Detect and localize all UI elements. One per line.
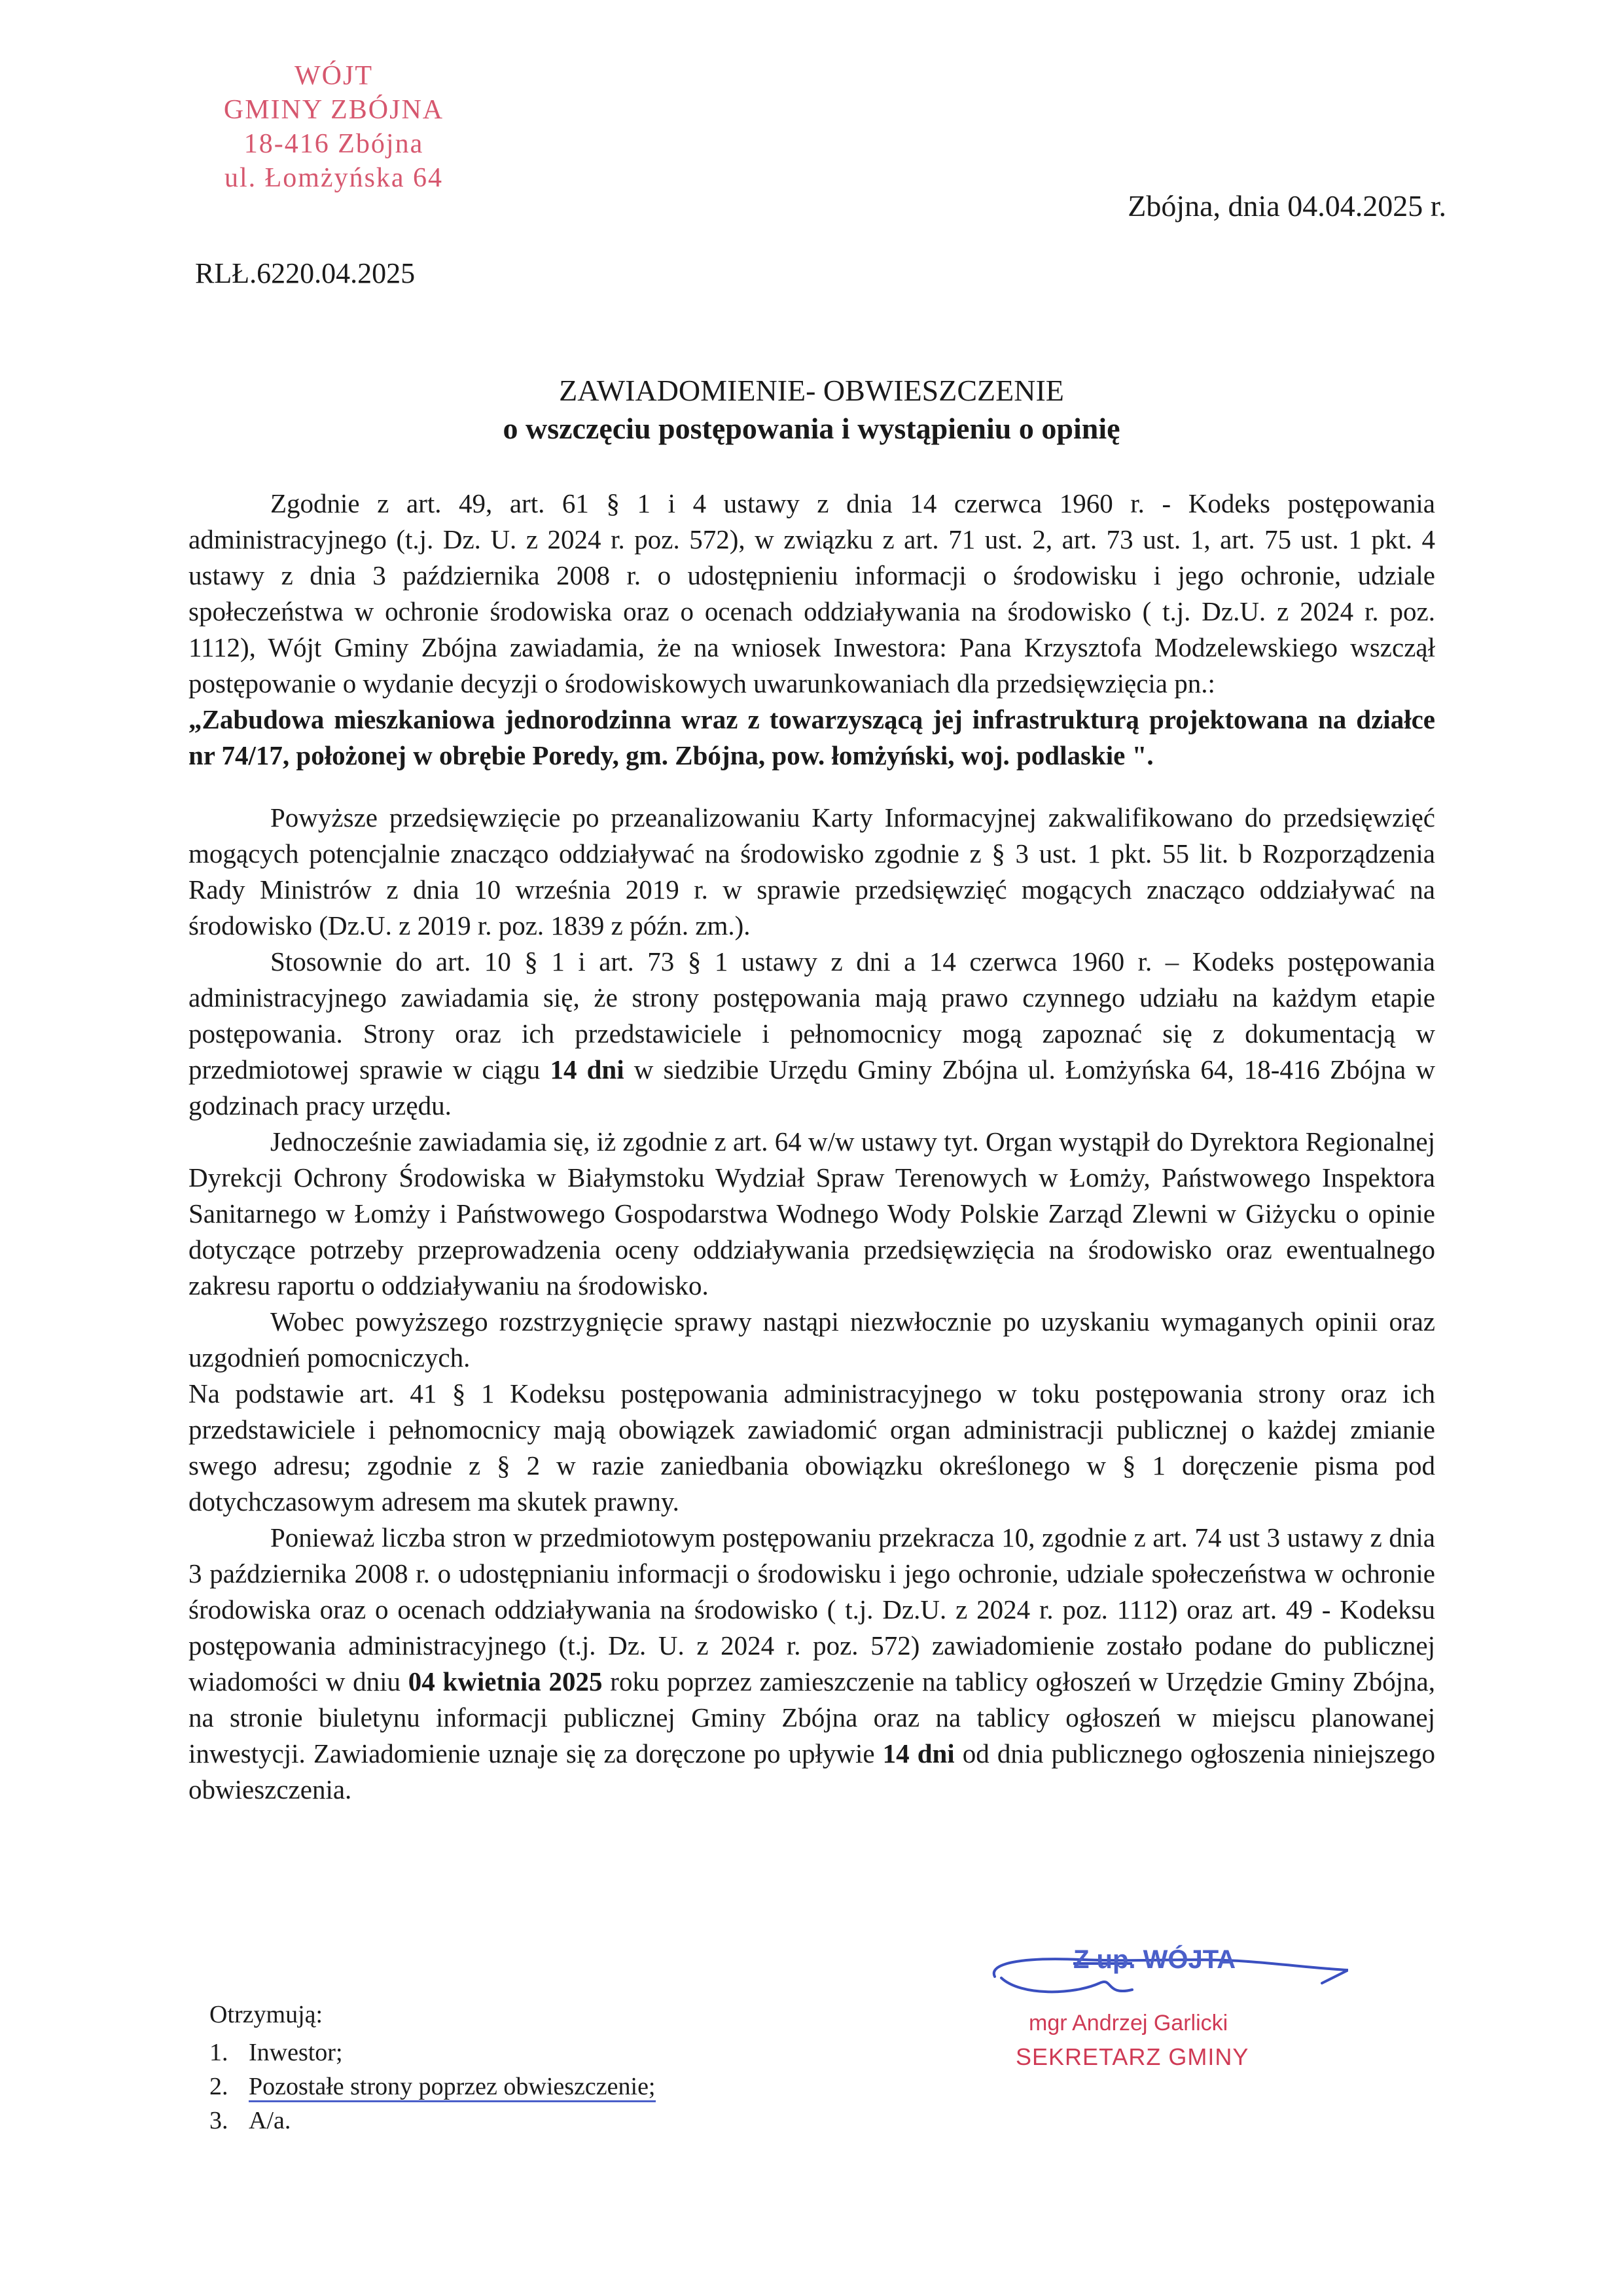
paragraph-7 [188,1520,1435,1808]
project-name-text: „Zabudowa mieszkaniowa jednorodzinna wraz z towarzyszącą jej infrastrukturą projektowana na działce nr 74/17, położonej w obrębie Poredy, gm. Zbójna, pow. łomżyński, woj. podlaskie ". [188,704,1435,770]
paragraph-7-text-b: roku poprzez zamieszczenie na tablicy ogłoszeń w Urzędzie Gminy Zbójna, na stronie biuletynu informacji publicznej Gminy Zbójna oraz na tablicy ogłoszeń w miejscu planowanej inwestycji. Zawiadomienie uznaje się za doręczone po upływie [188,1666,1435,1768]
paragraph-3-text-a: Stosownie do art. 10 § 1 i art. 73 § 1 ustawy z dni a 14 czerwca 1960 r. – Kodeks postępowania administracyjnego zawiadamia się, że strony postępowania mają prawo czynnego udziału na każdym etapie postępowania. Strony oraz ich przedstawiciele i pełnomocnicy mogą zapoznać się z dokumentacją w przedmiotowej sprawie w ciągu [188,946,1435,1085]
paragraph-2-text: Powyższe przedsięwzięcie po przeanalizowaniu Karty Informacyjnej zakwalifikowano do przedsięwzięć mogących potencjalnie znacząco oddziaływać na środowisko zgodnie z § 3 ust. 1 pkt. 55 lit. b Rozporządzenia Rady Ministrów z dnia 10 września 2019 r. w sprawie przedsięwzięć mogących znacząco oddziaływać na środowisko (Dz.U. z 2019 r. poz. 1839 z późn. zm.). [188,802,1435,941]
item-text: A/a. [249,2107,291,2134]
stamp-line-3: 18-416 Zbójna [243,129,424,159]
paragraph-1-text: Zgodnie z art. 49, art. 61 § 1 i 4 ustawy z dnia 14 czerwca 1960 r. - Kodeks postępowania administracyjnego (t.j. Dz. U. z 2024 r. poz. 572), w związku z art. 71 ust. 2, art. 73 ust. 1, art. 75 ust. 1 pkt. 4 ustawy z dnia 3 października 2008 r. o udostępnieniu informacji o środowisku i jego ochronie, udziale społeczeństwa w ochronie środowiska oraz o ocenach oddziaływania na środowisko ( t.j. Dz.U. z 2024 r. poz. 1112), Wójt Gminy Zbójna zawiadamia, że na wniosek Inwestora: Pana Krzysztofa Modzelewskiego wszczął postępowanie o wydanie decyzji o środowiskowych uwarunkowaniach dla przedsięwzięcia pn.: [188,488,1435,698]
item-number: 3. [209,2107,228,2134]
paragraph-4-text: Jednocześnie zawiadamia się, iż zgodnie z art. 64 w/w ustawy tyt. Organ wystąpił do Dyrektora Regionalnej Dyrekcji Ochrony Środowiska w Białymstoku Wydział Spraw Terenowych w Łomży, Państwowego Inspektora Sanitarnego w Łomży i Państwowego Gospodarstwa Wodnego Wody Polskie Zarząd Zlewni w Giżycku o opinie dotyczące potrzeby przeprowadzenia oceny oddziaływania przedsięwzięcia na środowisko oraz ewentualnego zakresu raportu o oddziaływaniu na środowisko. [188,1126,1435,1300]
recipients-list [209,1998,656,2138]
list-item [209,2070,656,2104]
item-number: 2. [209,2073,228,2100]
paragraph-1 [188,486,1435,702]
project-name [188,702,1435,774]
paragraph-3 [188,944,1435,1124]
paragraph-7-bold-date: 04 kwietnia 2025 [408,1666,603,1696]
signatory-position: SEKRETARZ GMINY [1016,2043,1249,2070]
paragraph-7-text-c: od dnia publicznego ogłoszenia niniejszego obwieszczenia. [188,1738,1435,1804]
paragraph-3-bold: 14 dni [550,1054,624,1085]
item-text: Pozostałe strony poprzez obwieszczenie; [249,2073,656,2102]
paragraph-2 [188,800,1435,944]
signature-on-behalf: Z up. WÓJTA [1073,1945,1236,1974]
paragraph-3-text-b: w siedzibie Urzędu Gminy Zbójna ul. Łomżyńska 64, 18-416 Zbójna w godzinach pracy urzędu. [188,1054,1435,1121]
stamp-line-1: WÓJT [294,61,373,91]
paragraph-5-text: Wobec powyższego rozstrzygnięcie sprawy nastąpi niezwłocznie po uzyskaniu wymaganych opinii oraz uzgodnień pomocniczych. [188,1306,1435,1372]
document-body [188,486,1435,1808]
paragraph-5 [188,1304,1435,1376]
office-stamp [196,59,471,195]
paragraph-4 [188,1124,1435,1304]
stamp-line-2: GMINY ZBÓJNA [223,95,444,125]
signatory-name: mgr Andrzej Garlicki [1029,2011,1228,2036]
item-number: 1. [209,2039,228,2066]
stamp-line-4: ul. Łomżyńska 64 [224,163,444,193]
paragraph-6 [188,1376,1435,1520]
reference-number: RLŁ.6220.04.2025 [195,257,416,289]
list-item [209,2104,656,2138]
title-line-2: o wszczęciu postępowania i wystąpieniu o opinię [503,412,1120,445]
list-item [209,2036,656,2070]
document-title [0,372,1623,448]
title-line-1: ZAWIADOMIENIE- OBWIESZCZENIE [559,374,1064,407]
paragraph-7-text-a: Ponieważ liczba stron w przedmiotowym postępowaniu przekracza 10, zgodnie z art. 74 ust 3 ustawy z dnia 3 października 2008 r. o udostępnianiu informacji o środowisku i jego ochronie, udziale społeczeństwa w ochronie środowiska oraz o ocenach oddziaływania na środowisko ( t.j. Dz.U. z 2024 r. poz. 1112) oraz art. 49 - Kodeksu postępowania administracyjnego (t.j. Dz. U. z 2024 r. poz. 572) zawiadomienie zostało podane do publicznej wiadomości w dniu [188,1522,1435,1696]
paragraph-7-bold-days: 14 dni [882,1738,955,1768]
document-date: Zbójna, dnia 04.04.2025 r. [1128,189,1446,223]
paragraph-6-text: Na podstawie art. 41 § 1 Kodeksu postępowania administracyjnego w toku postępowania strony oraz ich przedstawiciele i pełnomocnicy mają obowiązek zawiadomić organ administracji publicznej o każdej zmianie swego adresu; zgodnie z § 2 w razie zaniedbania obowiązku określonego w § 1 doręczenie pisma pod dotychczasowym adresem ma skutek prawny. [188,1378,1435,1516]
item-text: Inwestor; [249,2039,343,2066]
signature-block [982,1937,1348,2081]
recipients-heading: Otrzymują: [209,2001,323,2028]
